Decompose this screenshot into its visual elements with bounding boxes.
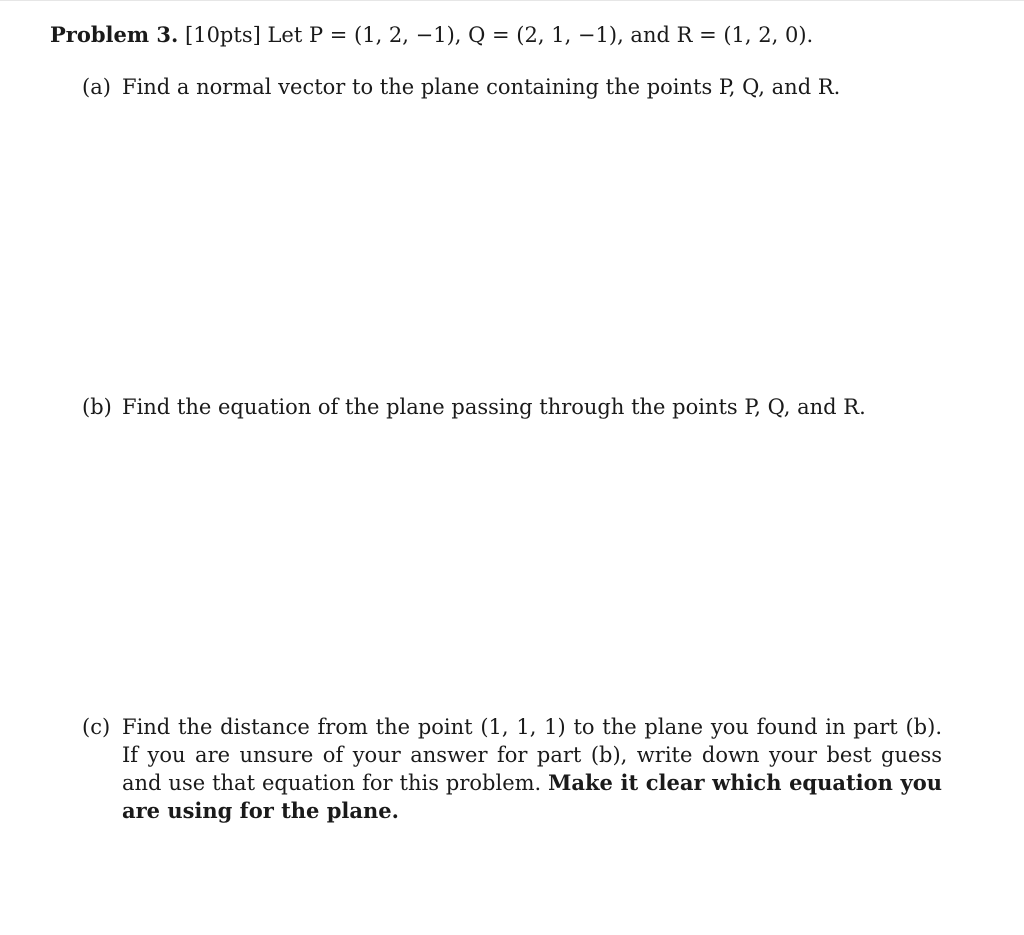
- part-b: [82, 393, 866, 421]
- problem-statement: [10pts] Let P = (1, 2, −1), Q = (2, 1, −1), and R = (1, 2, 0).: [178, 23, 814, 47]
- part-b-marker: (b): [82, 395, 112, 419]
- part-c-emphasis: Make it clear which equation you are using for the plane.: [122, 770, 942, 823]
- part-c: [82, 713, 942, 825]
- part-b-text: Find the equation of the plane passing through the points P, Q, and R.: [122, 395, 866, 419]
- part-c-text: Find the distance from the point (1, 1, 1) to the plane you found in part (b). If you are unsure of your answer for part (b), write down your best guess and use that equation for this problem.: [122, 715, 942, 795]
- problem-header: [50, 20, 813, 50]
- part-a-marker: (a): [82, 75, 111, 99]
- page-top-border: [0, 0, 1024, 1]
- problem-label: Problem 3.: [50, 22, 179, 47]
- part-c-marker: (c): [82, 715, 111, 739]
- part-a-text: Find a normal vector to the plane containing the points P, Q, and R.: [122, 75, 841, 99]
- part-c-body: [122, 713, 942, 825]
- part-a: [82, 73, 840, 101]
